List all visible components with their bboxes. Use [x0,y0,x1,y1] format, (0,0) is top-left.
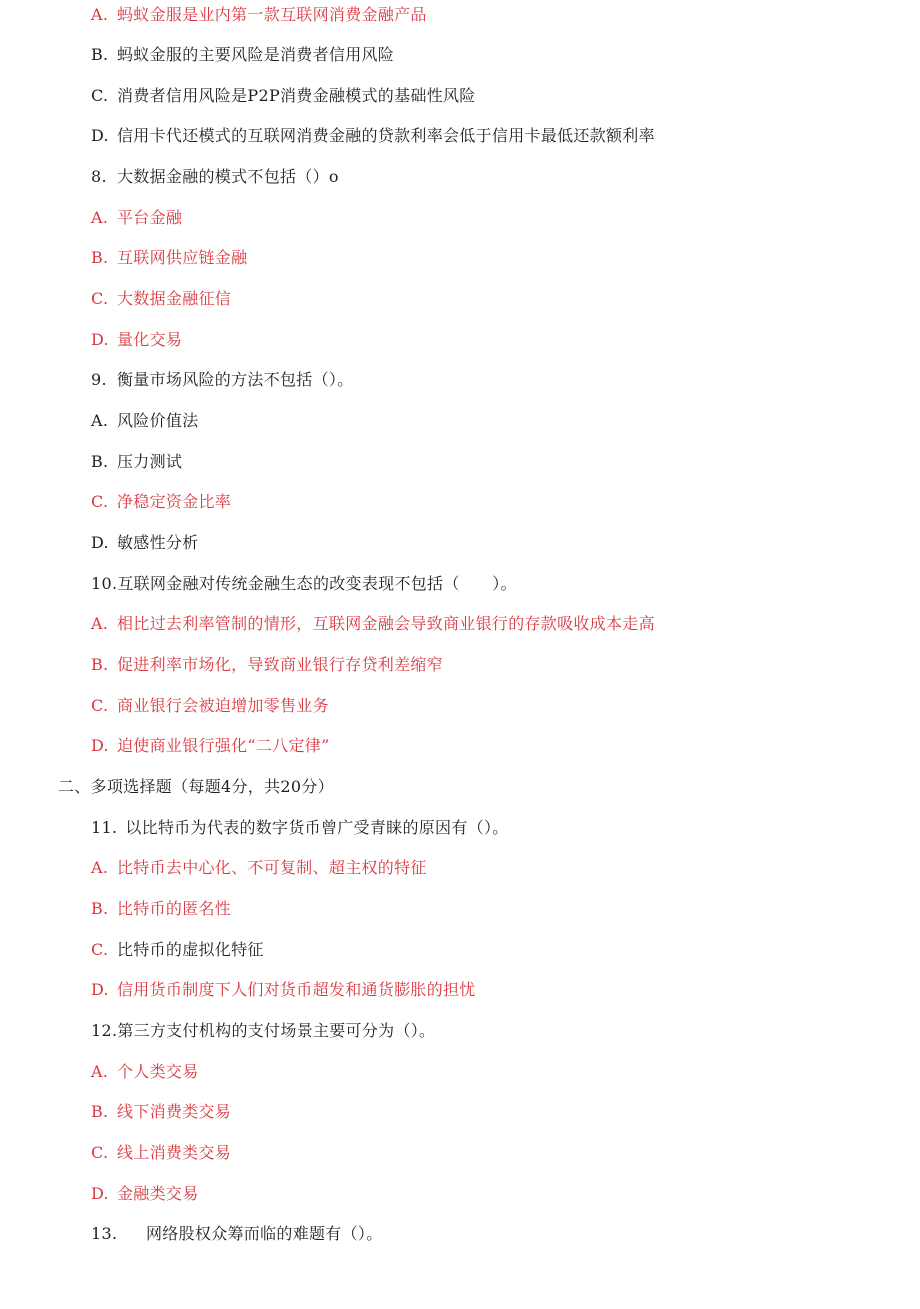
option-line [91,5,427,25]
question-text: 衡量市场风险的方法不包括（）。 [117,370,354,389]
option-label: B. [91,655,109,674]
option-text: 迫使商业银行强化“二八定律” [117,736,330,755]
option-label: D. [91,330,109,349]
option-label: D. [91,1184,109,1203]
option-text: 净稳定资金比率 [117,492,232,511]
option-label: A. [91,1062,109,1081]
question-number: 8. [91,167,107,186]
option-text: 消费者信用风险是P2P消费金融模式的基础性风险 [117,86,476,105]
option-line [91,411,199,431]
option-text: 风险价值法 [117,411,199,430]
option-line [91,614,655,634]
question-line [91,167,339,187]
option-line [91,899,231,919]
option-text: 平台金融 [117,208,183,227]
option-text: 比特币去中心化、不可复制、超主权的特征 [117,858,427,877]
option-label: C. [91,86,109,105]
option-line [91,736,330,756]
option-label: D. [91,533,109,552]
section-heading [58,777,334,797]
option-label: A. [91,614,109,633]
option-label: D. [91,126,109,145]
option-line [91,492,231,512]
option-line [91,1102,231,1122]
option-text: 线下消费类交易 [117,1102,232,1121]
option-text: 促进利率市场化，导致商业银行存贷利差缩窄 [117,655,444,674]
option-line [91,980,476,1000]
option-label: B. [91,248,109,267]
question-text: 网络股权众筹而临的难题有（）。 [146,1224,383,1243]
option-label: A. [91,411,109,430]
question-number: 11. [91,818,118,837]
option-line [91,452,182,472]
option-text: 信用卡代还模式的互联网消费金融的贷款利率会低于信用卡最低还款额利率 [117,126,655,145]
section-number: 二、 [58,777,91,796]
question-text: 互联网金融对传统金融生态的改变表现不包括（ ）。 [117,574,517,593]
section-title: 多项选择题（每题4分，共20分） [90,777,334,796]
option-text: 金融类交易 [117,1184,199,1203]
question-line [91,370,354,390]
option-line [91,289,231,309]
question-number: 9. [91,370,107,389]
option-label: B. [91,1102,109,1121]
question-text: 第三方支付机构的支付场景主要可分为（）。 [117,1021,436,1040]
option-text: 量化交易 [117,330,183,349]
option-text: 互联网供应链金融 [117,248,248,267]
option-text: 线上消费类交易 [117,1143,232,1162]
question-line [91,1021,435,1041]
option-text: 信用货币制度下人们对货币超发和通货膨胀的担忧 [117,980,476,999]
option-line [91,45,394,65]
option-text: 比特币的虚拟化特征 [117,940,264,959]
option-line [91,940,264,960]
option-text: 相比过去利率管制的情形，互联网金融会导致商业银行的存款吸收成本走高 [117,614,655,633]
option-label: B. [91,452,109,471]
option-line [91,858,427,878]
option-label: A. [91,858,109,877]
option-line [91,1184,199,1204]
option-label: A. [91,208,109,227]
question-text: 大数据金融的模式不包括（）o [117,167,339,186]
option-label: C. [91,940,109,959]
option-text: 蚂蚁金服是业内第一款互联网消费金融产品 [117,5,427,24]
question-number: 10. [91,574,118,593]
option-label: C. [91,492,109,511]
option-text: 商业银行会被迫增加零售业务 [117,696,329,715]
question-number: 13. [91,1224,118,1243]
option-label: C. [91,1143,109,1162]
option-text: 压力测试 [117,452,183,471]
question-line [91,1224,383,1244]
option-label: A. [91,5,109,24]
option-line [91,248,247,268]
option-label: D. [91,980,109,999]
option-text: 比特币的匿名性 [117,899,232,918]
option-line [91,86,476,106]
option-label: C. [91,289,109,308]
option-label: D. [91,736,109,755]
question-number: 12. [91,1021,118,1040]
option-line [91,655,443,675]
option-text: 敏感性分析 [117,533,199,552]
option-line [91,1143,231,1163]
question-line [91,818,509,838]
option-label: C. [91,696,109,715]
question-line [91,574,517,594]
option-line [91,696,329,716]
option-text: 个人类交易 [117,1062,199,1081]
option-line [91,126,655,146]
option-text: 蚂蚁金服的主要风险是消费者信用风险 [117,45,395,64]
option-line [91,1062,199,1082]
option-line [91,533,199,553]
option-line [91,330,182,350]
question-text: 以比特币为代表的数字货币曾广受青睐的原因有（）。 [125,818,509,837]
option-line [91,208,182,228]
option-text: 大数据金融征信 [117,289,232,308]
option-label: B. [91,45,109,64]
option-label: B. [91,899,109,918]
